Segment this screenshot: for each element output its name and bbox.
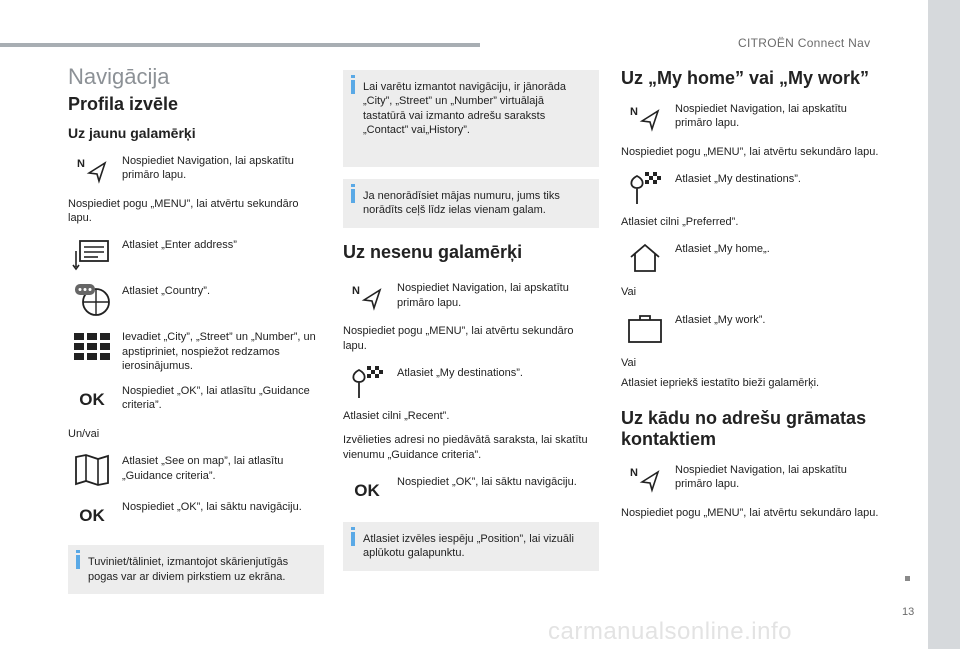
svg-text:N: N xyxy=(630,105,638,118)
recent-tab-text: Atlasiet cilni „Recent”. xyxy=(343,410,450,423)
svg-text:N: N xyxy=(77,157,85,170)
map-icon xyxy=(68,451,116,489)
step-text: Nospiediet „OK”, lai atlasītu „Guidance criteria”. xyxy=(122,385,310,412)
and-or-text: Un/vai xyxy=(68,428,100,441)
page-edge-strip xyxy=(928,0,960,649)
step-text: Ievadiet „City”, „Street” un „Number”, un apstipriniet, nospiežot redzamos ierosinājumus. xyxy=(122,331,316,372)
step-see-on-map xyxy=(68,451,324,489)
home-icon xyxy=(621,239,669,277)
preferred-tab-text: Atlasiet cilni „Preferred”. xyxy=(621,215,739,228)
column-right xyxy=(621,66,881,530)
step-my-destinations xyxy=(621,169,881,207)
info-icon xyxy=(351,80,355,94)
column-middle xyxy=(343,70,599,583)
ok-label: OK xyxy=(79,506,105,526)
step-keyboard xyxy=(68,327,324,373)
briefcase-icon xyxy=(621,310,669,348)
step-text: Atlasiet „Country”. xyxy=(122,285,211,298)
destination-flag-icon xyxy=(621,169,669,207)
ok-icon xyxy=(68,497,116,535)
menu-instruction: Nospiediet pogu „MENU”, lai atvērtu sekundāro lapu. xyxy=(621,145,879,158)
step-country xyxy=(68,281,324,319)
info-icon xyxy=(76,555,80,569)
step-text: Atlasiet „My work”. xyxy=(675,313,766,326)
ok-label: OK xyxy=(354,480,380,500)
info-box-house-number xyxy=(343,179,599,228)
ok-icon xyxy=(68,381,116,419)
step-text: Atlasiet „My destinations”. xyxy=(675,172,801,185)
menu-instruction: Nospiediet pogu „MENU”, lai atvērtu sekundāro lapu. xyxy=(68,197,299,224)
destination-flag-icon xyxy=(343,363,391,401)
or-text: Vai xyxy=(621,286,637,299)
page-number: 13 xyxy=(902,606,915,618)
menu-instruction: Nospiediet pogu „MENU”, lai atvērtu sekundāro lapu. xyxy=(343,325,574,352)
section-title-home-work: Uz „My home” vai „My work” xyxy=(621,68,870,88)
info-box-address xyxy=(343,70,599,167)
step-text: Nospiediet Navigation, lai apskatītu primāro lapu. xyxy=(675,102,847,129)
info-box-zoom xyxy=(68,545,324,594)
step-text: Atlasiet „Enter address” xyxy=(122,239,237,252)
step-text: Atlasiet „See on map”, lai atlasītu „Guidance criteria”. xyxy=(122,455,284,482)
info-icon xyxy=(351,532,355,546)
svg-text:N: N xyxy=(352,285,360,298)
step-text: Nospiediet „OK”, lai sāktu navigāciju. xyxy=(122,501,302,514)
info-box-position xyxy=(343,522,599,571)
step-text: Nospiediet Navigation, lai apskatītu primāro lapu. xyxy=(122,154,294,181)
ok-icon xyxy=(343,472,391,510)
column-left xyxy=(68,64,324,606)
subsection-new-destination: Uz jaunu galamērķi xyxy=(68,124,196,141)
step-navigation xyxy=(621,460,881,498)
section-title-contacts: Uz kādu no adrešu grāmatas kontaktiem xyxy=(621,408,867,449)
svg-text:N: N xyxy=(630,466,638,479)
section-title-recent: Uz nesenu galamērķi xyxy=(343,241,523,262)
section-title-profile: Profila izvēle xyxy=(68,94,179,114)
choose-address-text: Izvēlieties adresi no piedāvātā saraksta, lai skatītu vienumu „Guidance criteria”. xyxy=(343,434,588,461)
info-icon xyxy=(351,189,355,203)
step-ok-start xyxy=(68,497,324,535)
step-text: Nospiediet „OK”, lai sāktu navigāciju. xyxy=(397,475,577,488)
step-ok-start xyxy=(343,472,599,510)
brand-header: CITROËN Connect Nav xyxy=(738,36,871,50)
navigation-arrow-icon xyxy=(621,99,669,137)
step-enter-address xyxy=(68,235,324,273)
keyboard-grid-icon xyxy=(68,327,116,365)
info-text: Lai varētu izmantot navigāciju, ir jānorāda „City”, „Street” un „Number” virtuālajā tastatūrā vai izmanto adrešu saraksts „Contact” vai„History”. xyxy=(363,81,567,136)
frequent-destination-text: Atlasiet iepriekš iestatīto bieži galamērķi. xyxy=(621,376,820,389)
globe-icon xyxy=(68,281,116,319)
watermark: carmanualsonline.info xyxy=(548,618,792,645)
step-text: Nospiediet Navigation, lai apskatītu primāro lapu. xyxy=(397,282,569,309)
info-text: Atlasiet izvēles iespēju „Position”, lai vizuāli aplūkotu galapunktu. xyxy=(363,532,574,560)
step-navigation xyxy=(68,151,324,189)
info-text: Ja nenorādīsiet mājas numuru, jums tiks norādīts ceļš līdz ielas vienam galam. xyxy=(363,190,560,217)
step-my-home xyxy=(621,239,881,277)
page-title: Navigācija xyxy=(68,64,170,89)
ok-label: OK xyxy=(79,390,105,410)
navigation-arrow-icon xyxy=(68,151,116,189)
step-text: Atlasiet „My home„. xyxy=(675,243,770,256)
top-accent-bar xyxy=(0,43,480,47)
navigation-arrow-icon xyxy=(621,460,669,498)
step-ok-guidance xyxy=(68,381,324,419)
step-navigation xyxy=(621,99,881,137)
step-text: Atlasiet „My destinations”. xyxy=(397,367,523,380)
continue-marker xyxy=(905,576,910,581)
step-text: Nospiediet Navigation, lai apskatītu primāro lapu. xyxy=(675,463,847,490)
step-my-destinations xyxy=(343,363,599,401)
step-my-work xyxy=(621,310,881,348)
or-text: Vai xyxy=(621,356,637,369)
menu-instruction: Nospiediet pogu „MENU”, lai atvērtu sekundāro lapu. xyxy=(621,506,879,519)
address-card-icon xyxy=(68,235,116,273)
navigation-arrow-icon xyxy=(343,278,391,316)
info-text: Tuviniet/tāliniet, izmantojot skārienjutīgās pogas var ar diviem pirkstiem uz ekrāna. xyxy=(88,556,289,583)
step-navigation xyxy=(343,278,599,316)
